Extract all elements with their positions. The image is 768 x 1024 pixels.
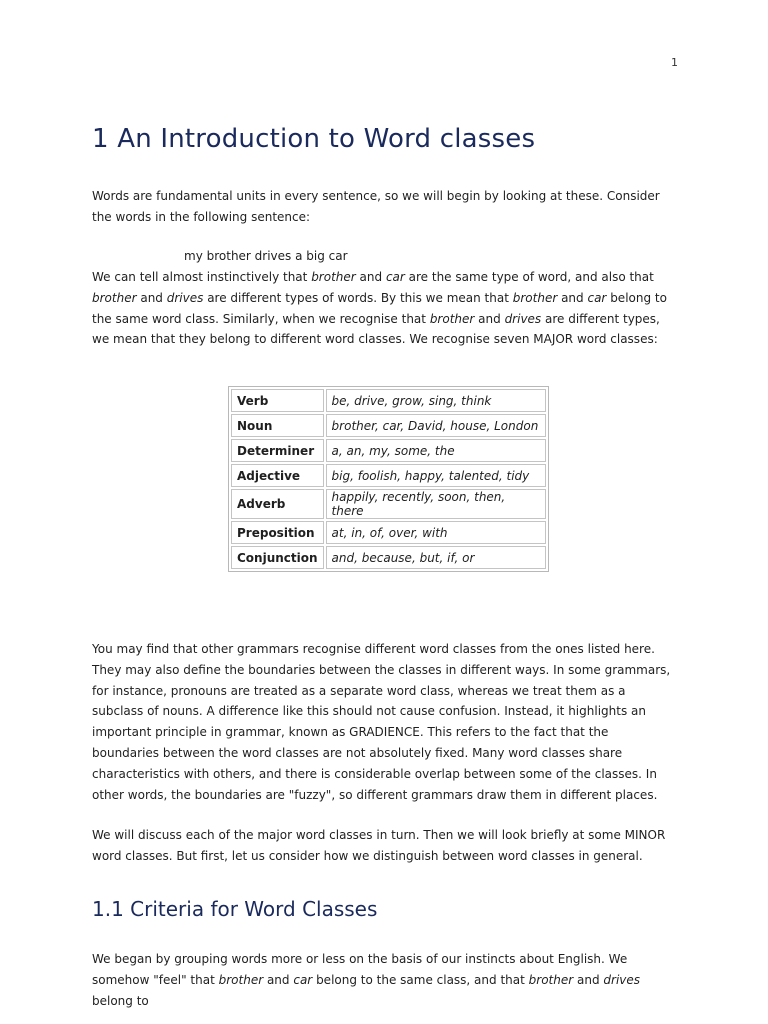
word-class-examples: at, in, of, over, with [326,521,546,544]
instinct-paragraph: We can tell almost instinctively that brother and car are the same type of word, and also that brother and drives are different types of words. By this we mean that brother and car belong to the same word class. Similarly, when we recognise that brother and drives are different types, we mean that they belong to different word classes. We recognise seven MAJOR word classes: [92,270,667,347]
table-row [231,414,546,437]
table-row [231,464,546,487]
table-row [231,521,546,544]
example-sentence: my brother drives a big car [184,249,348,263]
chapter-title: 1 An Introduction to Word classes [92,124,536,154]
word-classes-table [228,386,549,572]
word-class-name: Conjunction [231,546,324,569]
overview-paragraph: We will discuss each of the major word classes in turn. Then we will look briefly at some MINOR word classes. But first, let us consider how we distinguish between word classes in general. [92,828,666,863]
word-class-examples: be, drive, grow, sing, think [326,389,546,412]
word-class-name: Noun [231,414,324,437]
word-class-examples: brother, car, David, house, London [326,414,546,437]
intro-paragraph: Words are fundamental units in every sentence, so we will begin by looking at these. Consider the words in the following sentence: [92,189,660,224]
word-class-examples: and, because, but, if, or [326,546,546,569]
word-class-examples: happily, recently, soon, then, there [326,489,546,519]
table-row [231,389,546,412]
word-class-name: Adjective [231,464,324,487]
section-title: 1.1 Criteria for Word Classes [92,897,378,921]
table-row [231,489,546,519]
gradience-paragraph: You may find that other grammars recognise different word classes from the ones listed here. They may also define the boundaries between the classes in different ways. In some grammars, for instance, pronouns are treated as a separate word class, whereas we treat them as a subclass of nouns. A difference like this should not cause confusion. Instead, it highlights an important principle in grammar, known as GRADIENCE. This refers to the fact that the boundaries between the word classes are not absolutely fixed. Many word classes share characteristics with others, and there is considerable overlap between some of the classes. In other words, the boundaries are "fuzzy", so different grammars draw them in different places. [92,642,671,802]
word-class-name: Verb [231,389,324,412]
word-class-name: Adverb [231,489,324,519]
table-row [231,546,546,569]
criteria-paragraph: We began by grouping words more or less on the basis of our instincts about English. We somehow "feel" that brother and car belong to the same class, and that brother and drives belong to [92,952,641,1008]
word-class-examples: a, an, my, some, the [326,439,546,462]
word-class-name: Preposition [231,521,324,544]
table-row [231,439,546,462]
word-class-examples: big, foolish, happy, talented, tidy [326,464,546,487]
page-number: 1 [671,56,678,69]
word-class-name: Determiner [231,439,324,462]
